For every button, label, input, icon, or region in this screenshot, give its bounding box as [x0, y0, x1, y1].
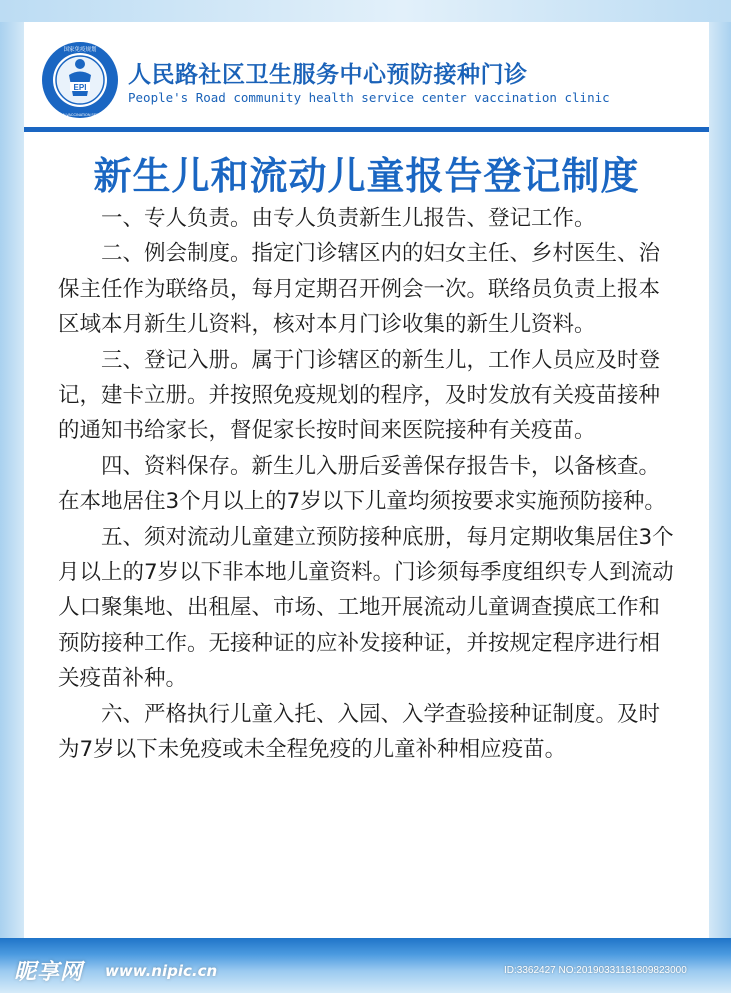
clinic-name-en: People's Road community health service center vaccination clinic: [128, 90, 610, 105]
header-divider: [24, 127, 709, 132]
rule-paragraph-1: 一、专人负责。由专人负责新生儿报告、登记工作。: [101, 206, 596, 231]
logo-top-text: 国家免疫规划: [63, 47, 97, 53]
rule-paragraph-2: 二、例会制度。指定门诊辖区内的妇女主任、乡村医生、治保主任作为联络员，每月定期召开例会一次。联络员负责上报本区域本月新生儿资料，核对本月门诊收集的新生儿资料。: [58, 241, 661, 338]
document-body: [58, 201, 680, 768]
frame-top-border: [0, 0, 731, 22]
logo-center-text: EPI: [73, 83, 87, 92]
watermark-site-name: 昵享网: [14, 960, 84, 985]
rule-paragraph-3: 三、登记入册。属于门诊辖区的新生儿，工作人员应及时登记，建卡立册。并按照免疫规划的程序，及时发放有关疫苗接种的通知书给家长，督促家长按时间来医院接种有关疫苗。: [58, 347, 661, 444]
clinic-name-cn: 人民路社区卫生服务中心预防接种门诊: [128, 62, 528, 88]
logo-ring-text: HENAN VACCINATION SERVICE: [52, 113, 108, 117]
rule-paragraph-5: 五、须对流动儿童建立预防接种底册，每月定期收集居住3个月以上的7岁以下非本地儿童资料。门诊须每季度组织专人到流动人口聚集地、出租屋、市场、工地开展流动儿童调查摸底工作和预防接种工作。无接种证的应补发接种证，并按规定程序进行相关疫苗补种。: [58, 524, 674, 692]
rule-paragraph-4: 四、资料保存。新生儿入册后妥善保存报告卡，以备核查。在本地居住3个月以上的7岁以下儿童均须按要求实施预防接种。: [58, 453, 666, 515]
epi-vaccination-emblem-icon: [40, 40, 120, 120]
rule-paragraph-6: 六、严格执行儿童入托、入园、入学查验接种证制度。及时为7岁以下未免疫或未全程免疫的儿童补种相应疫苗。: [58, 701, 661, 763]
frame-left-border: [0, 22, 24, 940]
watermark-url: www.nipic.cn: [105, 962, 218, 980]
watermark-id: ID:3362427 NO:20190331181809823000: [504, 965, 687, 976]
document-title: 新生儿和流动儿童报告登记制度: [93, 154, 640, 198]
frame-right-border: [709, 22, 731, 940]
